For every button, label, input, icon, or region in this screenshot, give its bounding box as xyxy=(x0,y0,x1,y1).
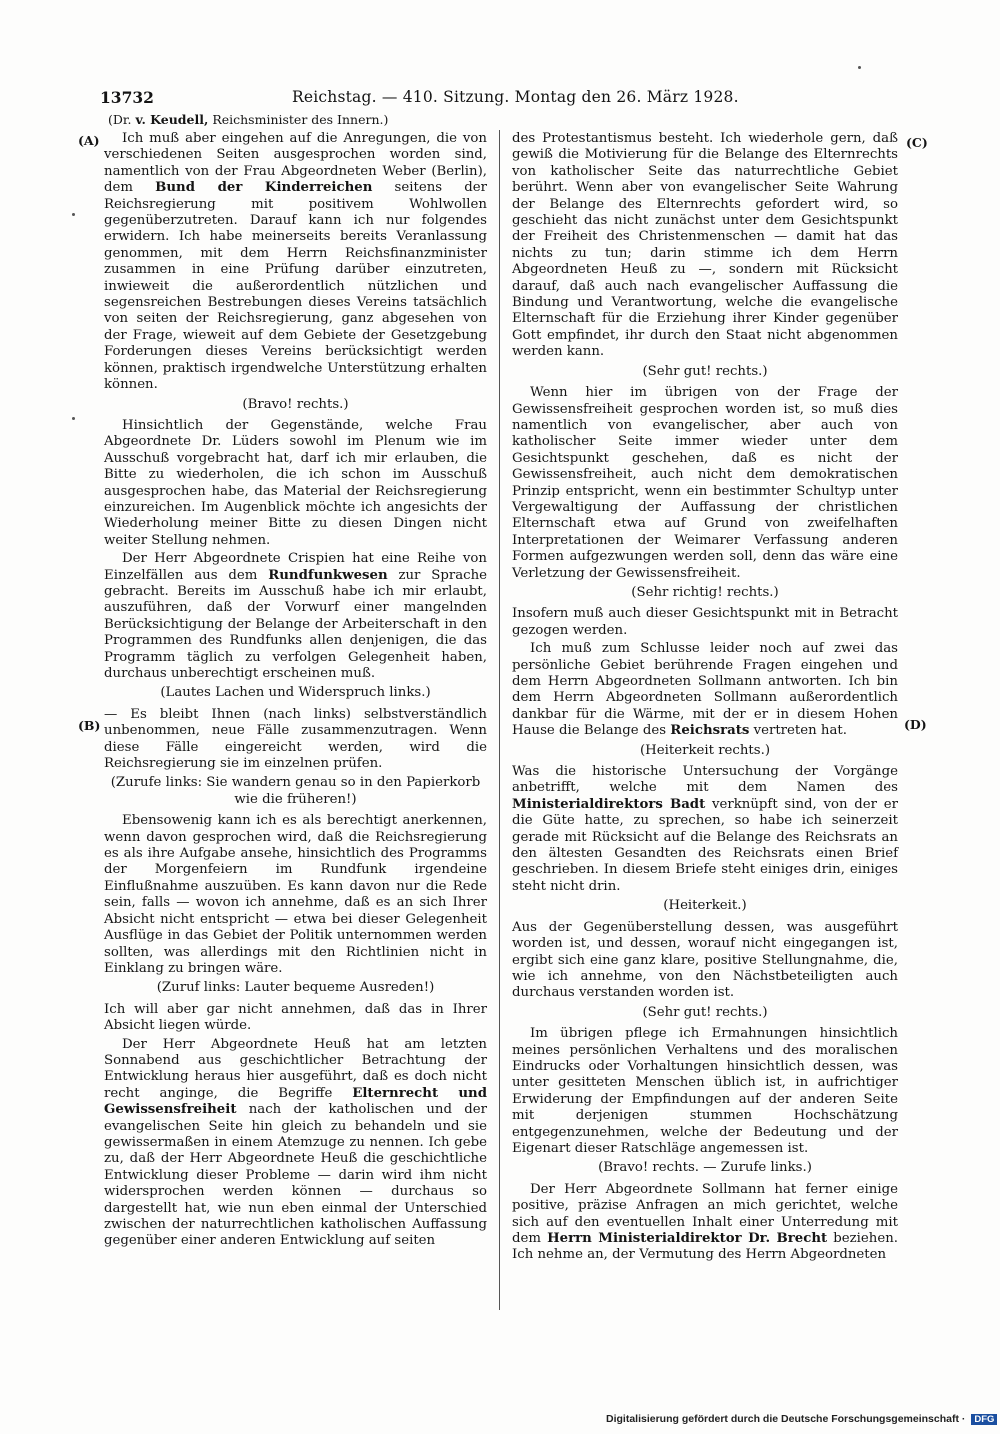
text-run: Der Herr Abgeordnete Sollmann hat ferner einige positive, präzise Anfragen an mich gerichtet, welche sich auf den eventuellen Inhalt einer Unterredung mit dem xyxy=(512,1181,898,1246)
running-title: Reichstag. — 410. Sitzung. Montag den 26. März 1928. xyxy=(292,88,739,106)
text-run: verknüpft sind, von der er die Güte hatte, zu sprechen, so habe ich seinerzeit gerade mit Rücksicht auf die Belange des Reichsrats an den ältesten Gesandten des Reichsrats einen Brief geschrieben. In diesem Briefe steht einiges drin, einiges steht nicht drin. xyxy=(512,796,898,894)
paragraph: Insofern muß auch dieser Gesichtspunkt mit in Betracht gezogen werden. xyxy=(512,606,898,638)
bold-term: Herrn Ministerialdirektor Dr. Brecht xyxy=(547,1231,828,1246)
text-run: zur Sprache gebracht. Bereits im Ausschuß habe ich mir erlaubt, auszuführen, daß der Vorwurf einer mangelnden Berücksichtigung der Belange der Arbeiterschaft in den Programmen des Rundfunks allen denjenigen, die das Programm täglich zu verfolgen Gelegenheit haben, durchaus unberechtigt erscheinen muß. xyxy=(104,567,488,681)
interjection: (Sehr richtig! rechts.) xyxy=(631,584,779,600)
paragraph: des Protestantismus besteht. Ich wiederhole gern, daß gewiß die Motivierung für die Belange des Elternrechts von katholischer Seite das naturrechtliche Gebiet berührt. Wenn aber von evangelischer Seite Wahrung der Belange des Elternrechts gefordert wird, so geschieht das nicht zunächst unter dem Gesichtspunkt der Freiheit des Christenmenschen — damit hat das nichts zu tun; darin stimme ich dem Herrn Abgeordneten Heuß zu —, sondern mit Rücksicht darauf, daß auch nach evangelischer Auffassung die Bindung und Verantwortung, welche die evangelische Elternschaft für die Erziehung ihrer Kinder gegenüber Gott empfindet, ihr durch den Staat nicht abgenommen werden kann. xyxy=(512,131,898,360)
paragraph: Im übrigen pflege ich Ermahnungen hinsichtlich meines persönlichen Verhaltens und des moralischen Eindrucks oder Vorhaltungen hinsichtlich dessen, was unter gesitteten Menschen üblich ist, in aufrichtiger Erwiderung der Empfindungen auf der anderen Seite mit derjenigen stummen Hochschätzung entgegenzunehmen, welche der Bedeutung und der Eigenart dieser Ratschläge angemessen ist. xyxy=(512,1026,898,1156)
text-run: Ich muß zum Schlusse leider noch auf zwei das persönliche Gebiet berührende Fragen eingehen und dem Herrn Abgeordneten Sollmann antworten. Ich bin dem Herrn Abgeordneten Sollmann außerordentlich dankbar für die Wärme, mit der er in diesem Hohen Hause die Belange des xyxy=(512,641,898,739)
paragraph xyxy=(512,641,898,739)
speaker-role: Reichsminister des Innern.) xyxy=(208,112,389,127)
paragraph xyxy=(512,1182,898,1264)
paragraph: — Es bleibt Ihnen (nach links) selbstverständlich unbenommen, neue Fälle zusammenzutragen. Wenn diese Fälle eingereicht werden, wird die Reichsregierung sie im einzelnen prüfen. xyxy=(104,706,487,772)
interjection: (Zurufe links: Sie wandern genau so in den Papierkorb wie die früheren!) xyxy=(110,775,481,807)
interjection: (Sehr gut! rechts.) xyxy=(642,1004,768,1020)
text-run: seitens der Reichsregierung mit positivem Wohlwollen gegenüberzutreten. Darauf kann ich nur folgendes erwidern. Ich habe meinerseits bereits Veranlassung genommen, mit dem Herrn Reichsfinanzminister zusammen in eine Prüfung darüber einzutreten, inwieweit die außerordentlich nützlichen und segensreichen Bestrebungen dieses Vereins tatsächlich von seiten der Reichsregierung, ganz abgesehen von der Frage, wieweit auf dem Gebiete der Gesetzgebung Forderungen dieses Vereins berücksichtigt werden können, praktisch irgendwelche Unterstützung erhalten können. xyxy=(104,180,487,393)
text-run: Der Herr Abgeordnete Heuß hat am letzten Sonnabend aus geschichtlicher Betrachtung der Entwicklung heraus hier ausgeführt, daß es doch nicht recht anginge, die Begriffe xyxy=(104,1036,487,1101)
speaker-name: v. Keudell, xyxy=(135,112,209,127)
paragraph: Wenn hier im übrigen von der Frage der Gewissensfreiheit gesprochen worden ist, so muß dies namentlich von evangelischer, aber auch von katholischer Seite immer wieder unter dem Gesichtspunkt geschehen, daß es nicht der Gewissensfreiheit, auch nicht dem demokratischen Prinzip entspricht, wenn ein bestimmter Schultyp unter Vergewaltigung der Auffassung der christlichen Elternschaft etwa auf Grund von zweifelhaften Interpretationen der Weimarer Verfassung anderen Formen aufgezwungen werden soll, denn das wäre eine Verletzung der Gewissensfreiheit. xyxy=(512,385,898,581)
digitization-credit: Digitalisierung gefördert durch die Deutsche Forschungsgemeinschaft · DFG xyxy=(606,1413,997,1425)
column-divider xyxy=(499,130,500,1310)
margin-dot xyxy=(858,66,861,69)
text-run: beziehen. Ich nehme an, der Vermutung des Herrn Abgeordneten xyxy=(512,1231,898,1263)
margin-marker-d: (D) xyxy=(904,717,927,732)
paragraph: Aus der Gegenüberstellung dessen, was ausgeführt worden ist, und dessen, worauf nicht eingegangen ist, ergibt sich eine ganz klare, positive Stellungnahme, die, wie ich annehme, von den Nächstbeteiligten auch durchaus verstanden worden ist. xyxy=(512,919,898,1001)
interjection: (Bravo! rechts. — Zurufe links.) xyxy=(598,1160,812,1176)
paragraph xyxy=(512,764,898,895)
paragraph: Ich will aber gar nicht annehmen, daß das in Ihrer Absicht liegen würde. xyxy=(104,1001,487,1034)
paragraph xyxy=(104,131,487,394)
interjection: (Bravo! rechts.) xyxy=(242,396,349,412)
margin-marker-c: (C) xyxy=(906,135,928,150)
speaker-prefix: (Dr. xyxy=(108,112,136,127)
right-column xyxy=(512,131,898,1266)
text-run: vertreten hat. xyxy=(749,723,847,739)
interjection: (Lautes Lachen und Widerspruch links.) xyxy=(160,685,431,701)
speaker-line xyxy=(108,112,388,127)
text-run: Was die historische Untersuchung der Vorgänge anbetrifft, welche mit dem Namen des xyxy=(512,764,898,796)
interjection: (Heiterkeit.) xyxy=(663,898,747,914)
bold-term: Bund der Kinderreichen xyxy=(155,180,373,196)
margin-marker-a: (A) xyxy=(78,133,100,148)
dfg-logo-icon: DFG xyxy=(971,1414,997,1425)
paragraph xyxy=(104,551,487,682)
interjection: (Zuruf links: Lauter bequeme Ausreden!) xyxy=(156,980,435,996)
paragraph: Hinsichtlich der Gegenstände, welche Frau Abgeordnete Dr. Lüders sowohl im Plenum wie im Ausschuß vorgebracht hat, darf ich mir erlauben, die Bitte zu wiederholen, die ich schon im Ausschuß ausgesprochen habe, das Material der Reichsregierung einzureichen. Im Augenblick möchte ich angesichts der Wiederholung meiner Bitte zu diesen Dingen nicht weiter Stellung nehmen. xyxy=(104,417,487,548)
bold-term: Rundfunkwesen xyxy=(268,567,388,583)
margin-marker-b: (B) xyxy=(78,718,101,733)
credit-text: Digitalisierung gefördert durch die Deutsche Forschungsgemeinschaft xyxy=(606,1413,959,1425)
page-number: 13732 xyxy=(100,88,154,107)
text-run: Der Herr Abgeordnete Crispien hat eine Reihe von Einzelfällen aus dem xyxy=(104,551,487,583)
text-run: nach der katholischen und der evangelischen Seite hin gleich zu behandeln und sie gewissermaßen in einem Atemzuge zu nennen. Ich gebe zu, daß der Herr Abgeordnete Heuß die geschichtliche Entwicklung dieser Probleme — darin wird ihm nicht widersprochen werden können — durchaus so dargestellt hat, wie nun eben einmal der Unterschied zwischen der naturrechtlichen katholischen Auffassung gegenüber einer anderen Entwicklung auf seiten xyxy=(104,1102,487,1249)
paragraph xyxy=(104,1037,487,1250)
interjection: (Sehr gut! rechts.) xyxy=(642,363,768,379)
bold-term: Reichsrats xyxy=(670,723,750,739)
interjection: (Heiterkeit rechts.) xyxy=(639,742,771,758)
paragraph: Ebensowenig kann ich es als berechtigt anerkennen, wenn davon gesprochen wird, daß die Reichsregierung es als ihre Aufgabe ansehe, hinsichtlich des Programms der Morgenfeiern im Rundfunk irgendeine Einflußnahme auszuüben. Es kann davon nur die Rede sein, falls — wovon ich annehme, daß es an sich Ihrer Absicht nicht entspricht — etwa bei dieser Gelegenheit Ausflüge in das Gebiet der Politik unternommen werden sollten, was allerdings mit den Richtlinien nicht in Einklang zu bringen wäre. xyxy=(104,813,487,976)
page-header xyxy=(100,88,910,110)
margin-dot xyxy=(72,213,75,216)
margin-dot xyxy=(72,417,75,420)
text-run: Ich muß aber eingehen auf die Anregungen, die von verschiedenen Seiten ausgesprochen worden sind, namentlich von der Frau Abgeordneten Weber (Berlin), dem xyxy=(104,131,487,196)
left-column xyxy=(104,131,487,1252)
bold-term: Elternrecht und Gewissensfreiheit xyxy=(104,1085,487,1118)
bold-term: Ministerialdirektors Badt xyxy=(512,796,706,812)
